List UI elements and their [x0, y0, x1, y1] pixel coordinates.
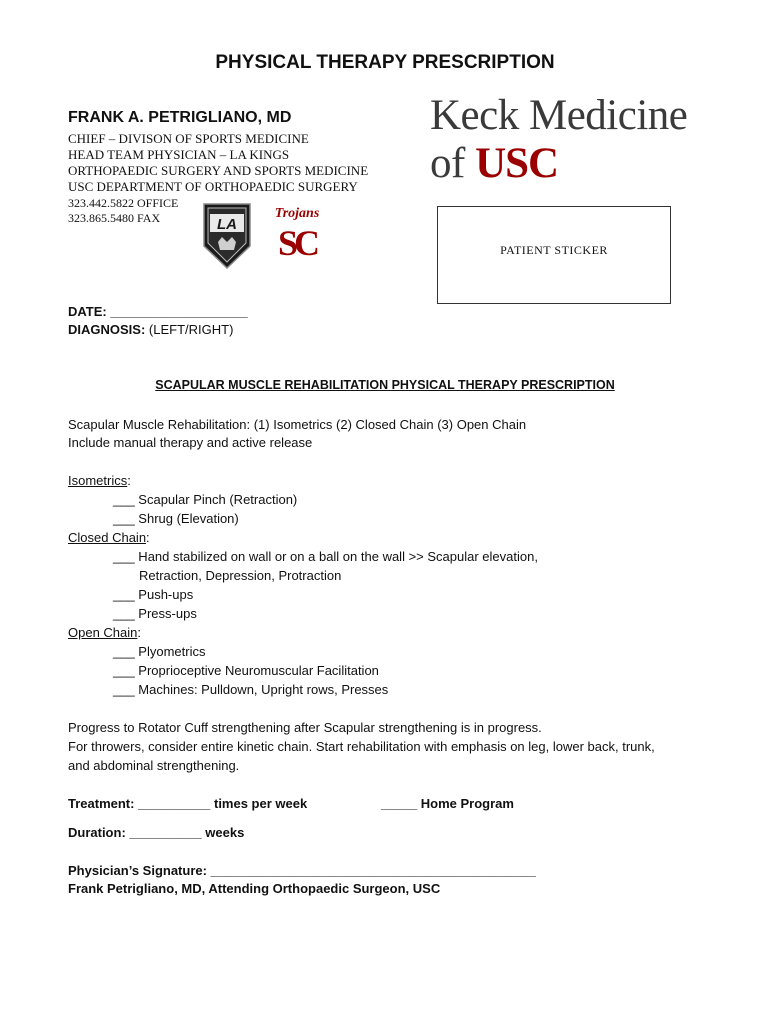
- home-program-field[interactable]: _____ Home Program: [381, 796, 514, 811]
- diagnosis-label: DIAGNOSIS:: [68, 322, 146, 337]
- exercise-item: ___ Proprioceptive Neuromuscular Facilitation: [113, 663, 379, 678]
- la-kings-logo: [202, 202, 252, 270]
- keck-of: of: [430, 140, 465, 187]
- physician-title-4: USC DEPARTMENT OF ORTHOPAEDIC SURGERY: [68, 179, 358, 194]
- physician-title-1: CHIEF – DIVISON OF SPORTS MEDICINE: [68, 131, 309, 146]
- fax-number: 323.865.5480 FAX: [68, 211, 161, 225]
- patient-sticker-label: PATIENT STICKER: [500, 243, 608, 257]
- open-chain-heading: Open Chain:: [68, 625, 142, 640]
- exercise-item: ___ Machines: Pulldown, Upright rows, Presses: [113, 682, 389, 697]
- signature-name-line: Frank Petrigliano, MD, Attending Orthopaedic Surgeon, USC: [68, 881, 441, 896]
- exercise-item-continued: Retraction, Depression, Protraction: [139, 568, 342, 583]
- physician-title-3: ORTHOPAEDIC SURGERY AND SPORTS MEDICINE: [68, 163, 369, 178]
- diagnosis-value: (LEFT/RIGHT): [148, 322, 234, 337]
- intro-line-1: Scapular Muscle Rehabilitation: (1) Isometrics (2) Closed Chain (3) Open Chain: [68, 417, 527, 432]
- keck-usc: USC: [475, 140, 559, 187]
- exercise-item: ___ Push-ups: [113, 587, 194, 602]
- sc-text: SC: [277, 223, 317, 261]
- keck-line1: Keck Medicine: [430, 92, 688, 139]
- isometrics-heading: Isometrics:: [68, 473, 131, 488]
- note-line-2: For throwers, consider entire kinetic chain. Start rehabilitation with emphasis on leg, lower back, trunk,: [68, 739, 655, 754]
- la-kings-text: LA: [217, 216, 237, 233]
- usc-trojans-logo: [268, 203, 326, 261]
- closed-chain-heading: Closed Chain:: [68, 530, 150, 545]
- keck-medicine-logo: [430, 94, 687, 186]
- office-phone: 323.442.5822 OFFICE: [68, 196, 179, 210]
- exercise-item: ___ Hand stabilized on wall or on a ball on the wall >> Scapular elevation,: [113, 549, 538, 564]
- duration-field[interactable]: Duration: __________ weeks: [68, 825, 245, 840]
- note-line-3: and abdominal strengthening.: [68, 758, 240, 773]
- intro-line-2: Include manual therapy and active release: [68, 435, 313, 450]
- exercise-item: ___ Scapular Pinch (Retraction): [113, 492, 298, 507]
- trojans-text: Trojans: [274, 206, 320, 221]
- diagnosis-field: [68, 322, 233, 337]
- physician-title-2: HEAD TEAM PHYSICIAN – LA KINGS: [68, 147, 290, 162]
- date-field[interactable]: [68, 304, 248, 319]
- signature-field[interactable]: Physician’s Signature: _____________________________________________: [68, 863, 536, 878]
- treatment-field[interactable]: Treatment: __________ times per week: [68, 796, 308, 811]
- exercise-item: ___ Plyometrics: [113, 644, 206, 659]
- note-line-1: Progress to Rotator Cuff strengthening after Scapular strengthening is in progress.: [68, 720, 542, 735]
- physician-name: FRANK A. PETRIGLIANO, MD: [68, 109, 292, 126]
- date-label: DATE:: [68, 304, 107, 319]
- exercise-item: ___ Press-ups: [113, 606, 197, 621]
- date-blank: ___________________: [110, 304, 248, 319]
- section-title: SCAPULAR MUSCLE REHABILITATION PHYSICAL THERAPY PRESCRIPTION: [155, 378, 615, 392]
- patient-sticker-box: [437, 206, 671, 304]
- page-title: PHYSICAL THERAPY PRESCRIPTION: [215, 52, 555, 73]
- exercise-item: ___ Shrug (Elevation): [113, 511, 239, 526]
